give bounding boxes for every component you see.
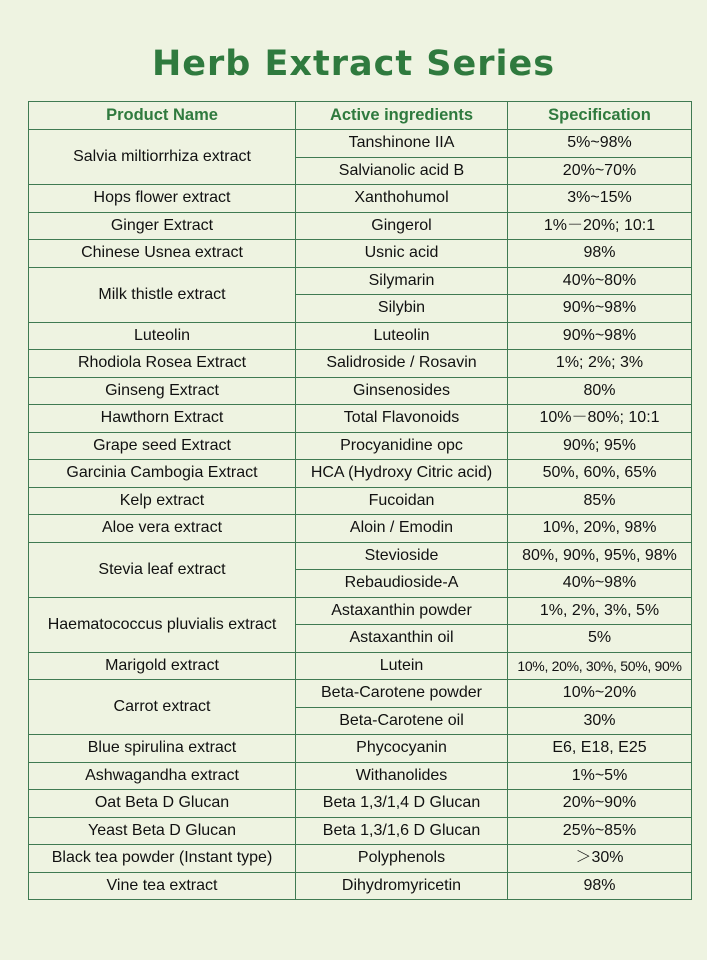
- active-ingredient-cell: Luteolin: [296, 322, 508, 350]
- specification-cell: 10%－80%; 10:1: [508, 405, 692, 433]
- table-row: [29, 597, 692, 625]
- active-ingredient-cell: Withanolides: [296, 762, 508, 790]
- active-ingredient-cell: Gingerol: [296, 212, 508, 240]
- specification-cell: 85%: [508, 487, 692, 515]
- table-row: [29, 817, 692, 845]
- specification-cell: 20%~90%: [508, 790, 692, 818]
- active-ingredient-cell: Beta 1,3/1,6 D Glucan: [296, 817, 508, 845]
- product-name-cell: Carrot extract: [29, 680, 296, 735]
- specification-cell: 1%~5%: [508, 762, 692, 790]
- specification-cell: 25%~85%: [508, 817, 692, 845]
- active-ingredient-cell: Silymarin: [296, 267, 508, 295]
- table-row: [29, 405, 692, 433]
- active-ingredient-cell: Beta 1,3/1,4 D Glucan: [296, 790, 508, 818]
- specification-cell: 1%, 2%, 3%, 5%: [508, 597, 692, 625]
- header-active-ingredients: Active ingredients: [296, 102, 508, 130]
- table-row: [29, 460, 692, 488]
- active-ingredient-cell: HCA (Hydroxy Citric acid): [296, 460, 508, 488]
- product-name-cell: Garcinia Cambogia Extract: [29, 460, 296, 488]
- active-ingredient-cell: Usnic acid: [296, 240, 508, 268]
- active-ingredient-cell: Fucoidan: [296, 487, 508, 515]
- product-name-cell: Grape seed Extract: [29, 432, 296, 460]
- specification-cell: 10%~20%: [508, 680, 692, 708]
- specification-cell: 98%: [508, 872, 692, 900]
- header-specification: Specification: [508, 102, 692, 130]
- specification-cell: 40%~98%: [508, 570, 692, 598]
- table-row: [29, 432, 692, 460]
- product-name-cell: Chinese Usnea extract: [29, 240, 296, 268]
- active-ingredient-cell: Dihydromyricetin: [296, 872, 508, 900]
- table-row: [29, 377, 692, 405]
- active-ingredient-cell: Phycocyanin: [296, 735, 508, 763]
- active-ingredient-cell: Silybin: [296, 295, 508, 323]
- table-row: [29, 322, 692, 350]
- active-ingredient-cell: Beta-Carotene powder: [296, 680, 508, 708]
- specification-cell: 20%~70%: [508, 157, 692, 185]
- table-row: [29, 872, 692, 900]
- active-ingredient-cell: Stevioside: [296, 542, 508, 570]
- product-name-cell: Hawthorn Extract: [29, 405, 296, 433]
- specification-cell: 1%－20%; 10:1: [508, 212, 692, 240]
- product-name-cell: Stevia leaf extract: [29, 542, 296, 597]
- product-name-cell: Aloe vera extract: [29, 515, 296, 543]
- table-row: [29, 240, 692, 268]
- specification-cell: 3%~15%: [508, 185, 692, 213]
- table-row: [29, 350, 692, 378]
- product-name-cell: Luteolin: [29, 322, 296, 350]
- active-ingredient-cell: Xanthohumol: [296, 185, 508, 213]
- page-title: Herb Extract Series: [151, 44, 556, 84]
- specification-cell: 10%, 20%, 30%, 50%, 90%: [508, 652, 692, 680]
- specification-cell: 90%~98%: [508, 295, 692, 323]
- table-row: [29, 762, 692, 790]
- table-row: [29, 845, 692, 873]
- product-name-cell: Hops flower extract: [29, 185, 296, 213]
- active-ingredient-cell: Salidroside / Rosavin: [296, 350, 508, 378]
- active-ingredient-cell: Procyanidine opc: [296, 432, 508, 460]
- active-ingredient-cell: Lutein: [296, 652, 508, 680]
- product-name-cell: Ginger Extract: [29, 212, 296, 240]
- active-ingredient-cell: Aloin / Emodin: [296, 515, 508, 543]
- product-name-cell: Milk thistle extract: [29, 267, 296, 322]
- table-row: [29, 542, 692, 570]
- active-ingredient-cell: Polyphenols: [296, 845, 508, 873]
- table-row: [29, 185, 692, 213]
- specification-cell: 10%, 20%, 98%: [508, 515, 692, 543]
- active-ingredient-cell: Total Flavonoids: [296, 405, 508, 433]
- product-name-cell: Ginseng Extract: [29, 377, 296, 405]
- specification-cell: 5%~98%: [508, 130, 692, 158]
- specification-cell: 80%, 90%, 95%, 98%: [508, 542, 692, 570]
- product-name-cell: Haematococcus pluvialis extract: [29, 597, 296, 652]
- table-header-row: [29, 102, 692, 130]
- specification-cell: 80%: [508, 377, 692, 405]
- specification-cell: E6, E18, E25: [508, 735, 692, 763]
- product-name-cell: Yeast Beta D Glucan: [29, 817, 296, 845]
- active-ingredient-cell: Ginsenosides: [296, 377, 508, 405]
- specification-cell: 30%: [508, 707, 692, 735]
- product-name-cell: Rhodiola Rosea Extract: [29, 350, 296, 378]
- specification-cell: 1%; 2%; 3%: [508, 350, 692, 378]
- table-row: [29, 652, 692, 680]
- active-ingredient-cell: Astaxanthin powder: [296, 597, 508, 625]
- active-ingredient-cell: Astaxanthin oil: [296, 625, 508, 653]
- product-name-cell: Vine tea extract: [29, 872, 296, 900]
- active-ingredient-cell: Beta-Carotene oil: [296, 707, 508, 735]
- specification-cell: 90%~98%: [508, 322, 692, 350]
- product-name-cell: Marigold extract: [29, 652, 296, 680]
- specification-cell: ＞30%: [508, 845, 692, 873]
- table-row: [29, 680, 692, 708]
- header-product-name: Product Name: [29, 102, 296, 130]
- table-row: [29, 487, 692, 515]
- active-ingredient-cell: Rebaudioside-A: [296, 570, 508, 598]
- table-row: [29, 267, 692, 295]
- product-name-cell: Ashwagandha extract: [29, 762, 296, 790]
- specification-cell: 5%: [508, 625, 692, 653]
- product-name-cell: Kelp extract: [29, 487, 296, 515]
- active-ingredient-cell: Tanshinone IIA: [296, 130, 508, 158]
- product-name-cell: Salvia miltiorrhiza extract: [29, 130, 296, 185]
- specification-cell: 98%: [508, 240, 692, 268]
- active-ingredient-cell: Salvianolic acid B: [296, 157, 508, 185]
- specification-cell: 90%; 95%: [508, 432, 692, 460]
- specification-cell: 40%~80%: [508, 267, 692, 295]
- table-row: [29, 735, 692, 763]
- specification-cell: 50%, 60%, 65%: [508, 460, 692, 488]
- product-name-cell: Blue spirulina extract: [29, 735, 296, 763]
- table-row: [29, 515, 692, 543]
- table-row: [29, 130, 692, 158]
- table-row: [29, 790, 692, 818]
- product-table: [28, 101, 692, 900]
- product-name-cell: Oat Beta D Glucan: [29, 790, 296, 818]
- product-name-cell: Black tea powder (Instant type): [29, 845, 296, 873]
- table-row: [29, 212, 692, 240]
